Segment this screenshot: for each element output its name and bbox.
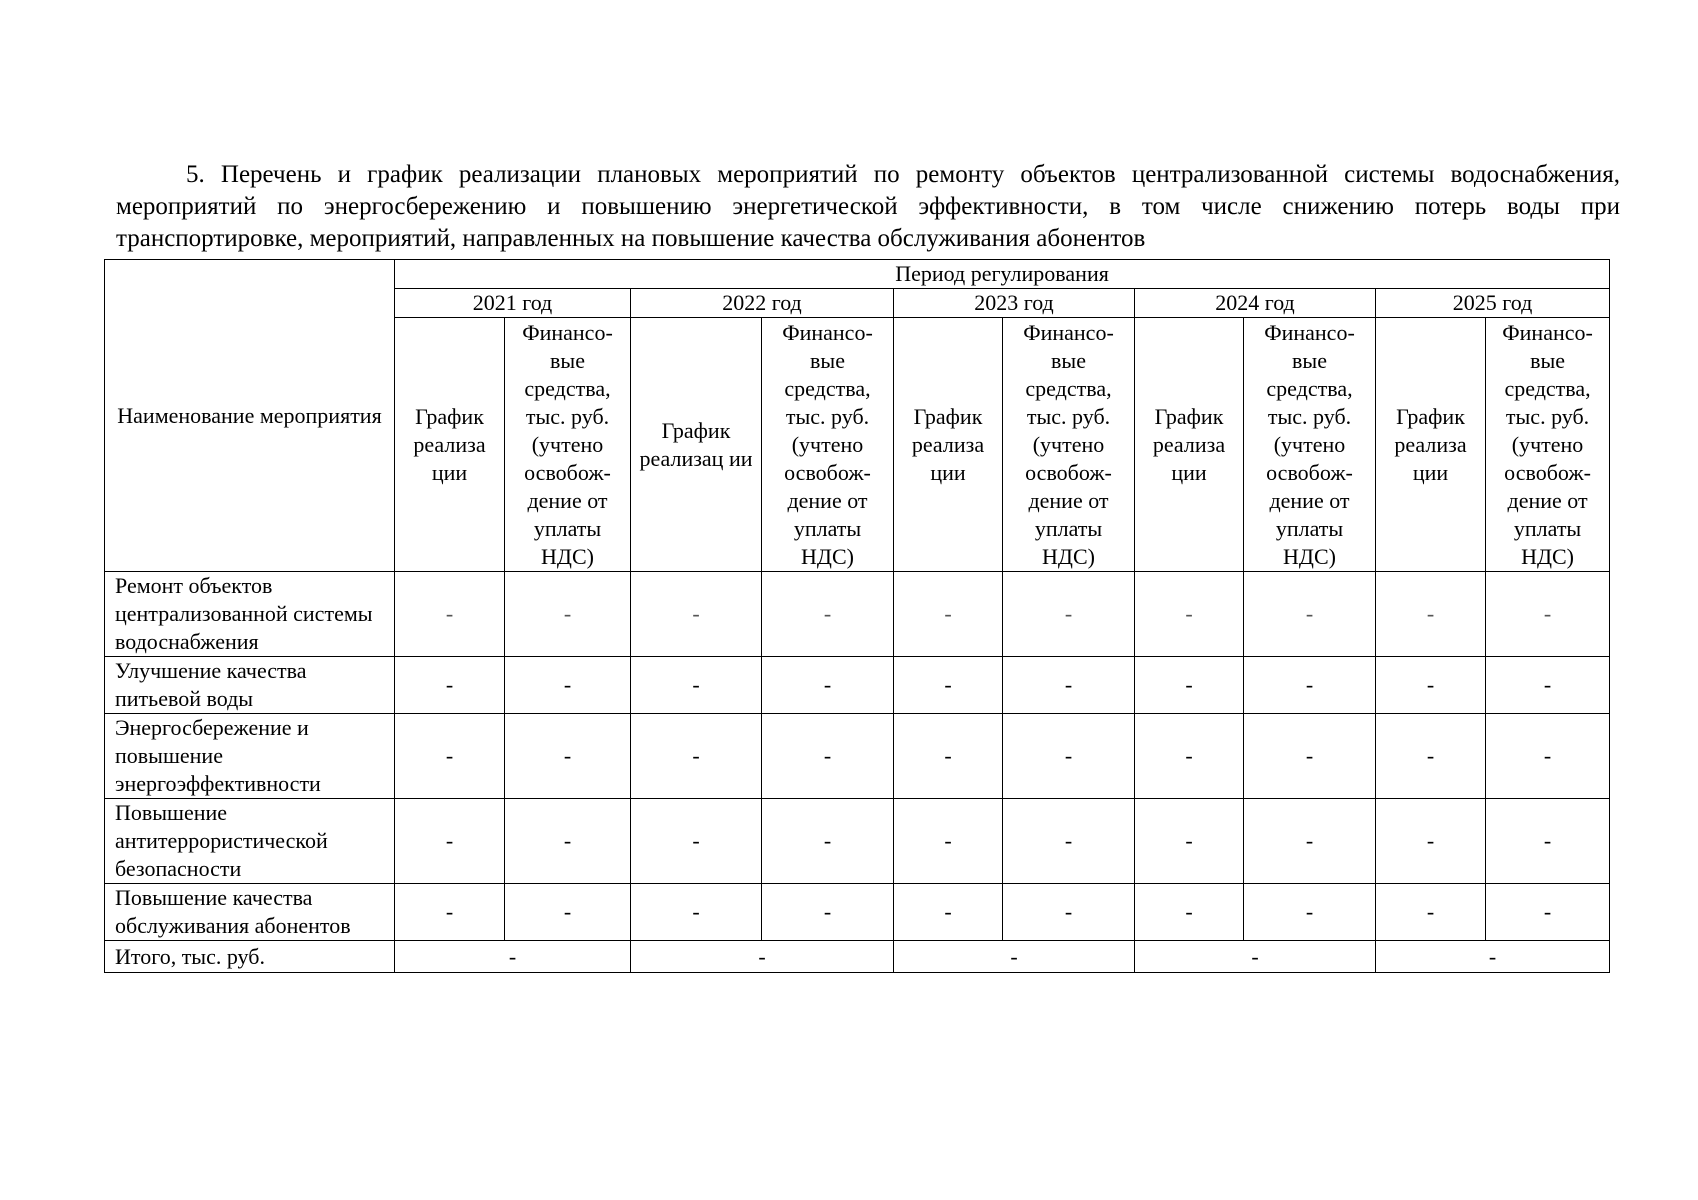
- table-cell: -: [505, 714, 631, 799]
- table-cell: -: [1135, 657, 1244, 714]
- measure-name: Энергосбережение и повышение энергоэффективности: [105, 714, 395, 799]
- total-value: -: [395, 941, 631, 973]
- table-cell: -: [1376, 572, 1486, 657]
- header-year: 2022 год: [631, 289, 894, 318]
- total-value: -: [1376, 941, 1610, 973]
- header-year: 2023 год: [894, 289, 1135, 318]
- table-cell: -: [894, 657, 1003, 714]
- table-row: [105, 884, 1610, 941]
- table-cell: -: [1244, 572, 1376, 657]
- table-cell: -: [894, 799, 1003, 884]
- header-finance: Финансо- вые средства, тыс. руб. (учтено освобож- дение от уплаты НДС): [1003, 318, 1135, 572]
- header-schedule: График реализа ции: [395, 318, 505, 572]
- table-cell: -: [395, 884, 505, 941]
- header-schedule: График реализа ции: [894, 318, 1003, 572]
- table-cell: -: [1003, 657, 1135, 714]
- table-cell: -: [395, 657, 505, 714]
- table-cell: -: [1376, 884, 1486, 941]
- section-heading: 5. Перечень и график реализации плановых мероприятий по ремонту объектов централизованной системы водоснабжения, мероприятий по энергосбережению и повышению энергетической эффективности, в том числе снижению потерь воды при транспортировке, мероприятий, направленных на повышение качества обслуживания абонентов: [116, 161, 1620, 252]
- measures-schedule-table: [104, 259, 1610, 973]
- table-cell: -: [1486, 657, 1610, 714]
- header-schedule: График реализа ции: [1135, 318, 1244, 572]
- table-cell: -: [395, 799, 505, 884]
- table-cell: -: [1244, 884, 1376, 941]
- measure-name: Повышение качества обслуживания абонентов: [105, 884, 395, 941]
- table-cell: -: [505, 657, 631, 714]
- header-finance: Финансо- вые средства, тыс. руб. (учтено освобож- дение от уплаты НДС): [1244, 318, 1376, 572]
- table-cell: -: [1486, 714, 1610, 799]
- table-cell: -: [1486, 884, 1610, 941]
- table-cell: -: [1003, 884, 1135, 941]
- table-cell: -: [631, 714, 762, 799]
- table-cell: -: [1003, 714, 1135, 799]
- table-row: [105, 714, 1610, 799]
- table-cell: -: [505, 884, 631, 941]
- table-cell: -: [1135, 572, 1244, 657]
- table-cell: -: [631, 884, 762, 941]
- table-cell: -: [1003, 799, 1135, 884]
- table-row: [105, 657, 1610, 714]
- table-cell: -: [894, 714, 1003, 799]
- table-row: [105, 572, 1610, 657]
- table-cell: -: [631, 572, 762, 657]
- table-cell: -: [1135, 714, 1244, 799]
- table-cell: -: [631, 657, 762, 714]
- table-row: [105, 799, 1610, 884]
- total-value: -: [1135, 941, 1376, 973]
- measure-name: Улучшение качества питьевой воды: [105, 657, 395, 714]
- measure-name: Повышение антитеррористической безопасности: [105, 799, 395, 884]
- header-finance: Финансо- вые средства, тыс. руб. (учтено освобож- дение от уплаты НДС): [1486, 318, 1610, 572]
- measure-name: Ремонт объектов централизованной системы водоснабжения: [105, 572, 395, 657]
- table-cell: -: [1244, 799, 1376, 884]
- header-period: Период регулирования: [395, 260, 1610, 289]
- table-cell: -: [631, 799, 762, 884]
- total-value: -: [894, 941, 1135, 973]
- header-schedule: График реализа ции: [1376, 318, 1486, 572]
- total-row: [105, 941, 1610, 973]
- header-measure-name: Наименование мероприятия: [105, 260, 395, 572]
- header-year: 2024 год: [1135, 289, 1376, 318]
- total-value: -: [631, 941, 894, 973]
- table-cell: -: [762, 572, 894, 657]
- table-cell: -: [1486, 572, 1610, 657]
- table-cell: -: [762, 657, 894, 714]
- table-cell: -: [894, 572, 1003, 657]
- table-cell: -: [762, 714, 894, 799]
- table-cell: -: [395, 572, 505, 657]
- table-cell: -: [1244, 657, 1376, 714]
- table-cell: -: [1376, 714, 1486, 799]
- header-finance: Финансо- вые средства, тыс. руб. (учтено освобож- дение от уплаты НДС): [505, 318, 631, 572]
- header-year: 2025 год: [1376, 289, 1610, 318]
- table-cell: -: [1376, 799, 1486, 884]
- table-cell: -: [1135, 884, 1244, 941]
- table-cell: -: [1244, 714, 1376, 799]
- header-finance: Финансо- вые средства, тыс. руб. (учтено освобож- дение от уплаты НДС): [762, 318, 894, 572]
- table-cell: -: [1003, 572, 1135, 657]
- table-cell: -: [762, 799, 894, 884]
- table-cell: -: [505, 572, 631, 657]
- table-cell: -: [1376, 657, 1486, 714]
- table-cell: -: [762, 884, 894, 941]
- table-cell: -: [505, 799, 631, 884]
- table-cell: -: [395, 714, 505, 799]
- table-cell: -: [894, 884, 1003, 941]
- header-year: 2021 год: [395, 289, 631, 318]
- header-schedule: График реализац ии: [631, 318, 762, 572]
- total-label: Итого, тыс. руб.: [105, 941, 395, 973]
- table-cell: -: [1486, 799, 1610, 884]
- table-cell: -: [1135, 799, 1244, 884]
